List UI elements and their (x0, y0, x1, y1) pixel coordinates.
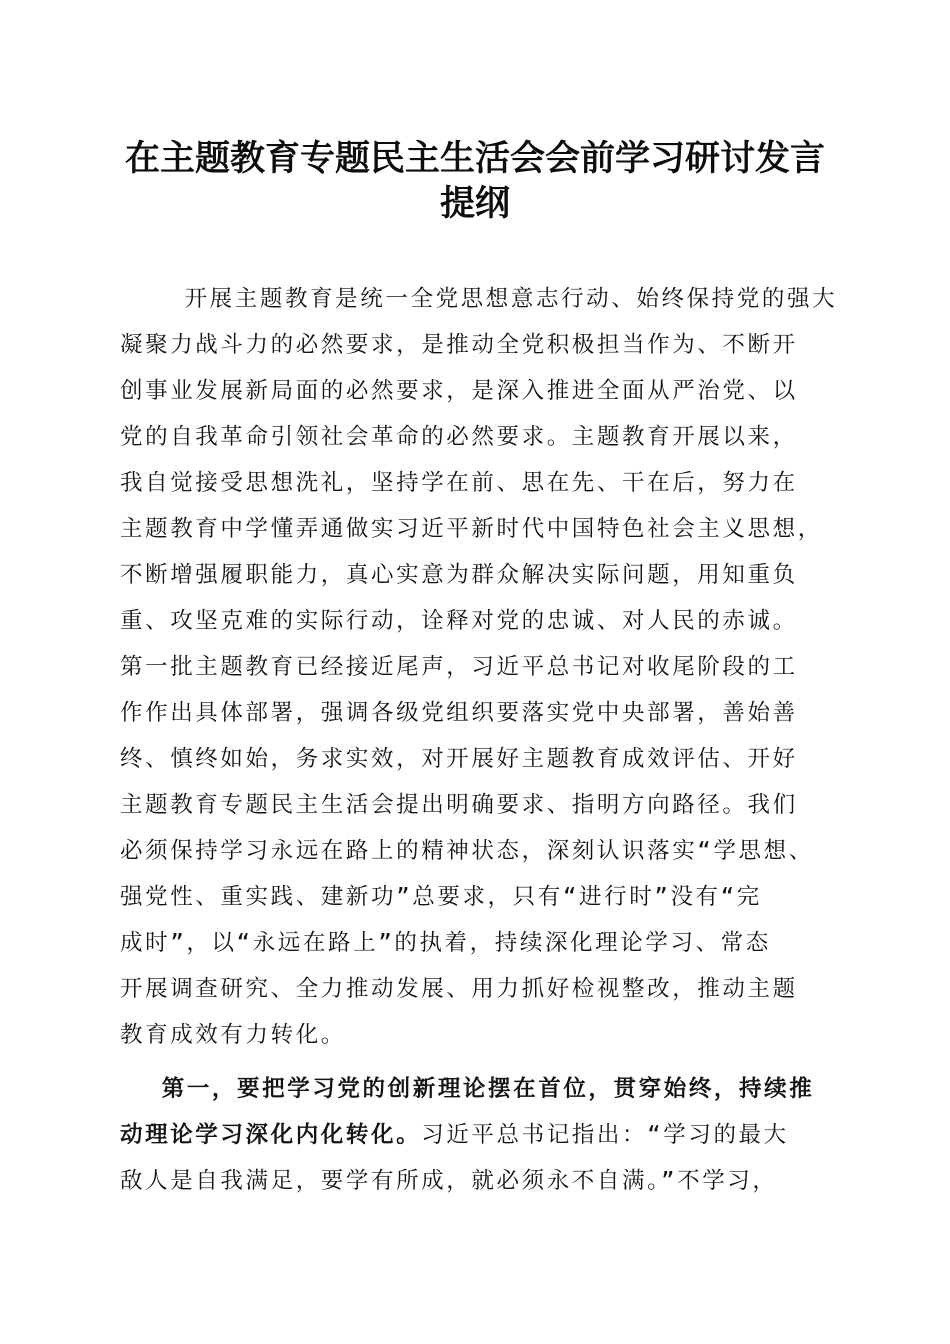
text-line: 强党性、重实践、建新功”总要求，只有“进行时”没有“完 (120, 884, 762, 910)
text-line: 不断增强履职能力，真心实意为群众解决实际问题，用知重负 (120, 562, 798, 588)
document-title (100, 136, 850, 226)
text-line: 党的自我革命引领社会革命的必然要求。主题教育开展以来， (120, 424, 798, 450)
text-line: 第一批主题教育已经接近尾声，习近平总书记对收尾阶段的工 (120, 654, 798, 680)
text-line: 开展调查研究、全力推动发展、用力抓好检视整改，推动主题 (120, 976, 798, 1002)
text-line: 敌人是自我满足，要学有所成，就必须永不自满。”不学习， (120, 1168, 778, 1194)
text-line: 主题教育中学懂弄通做实习近平新时代中国特色社会主义思想， (120, 516, 823, 542)
text-line: 凝聚力战斗力的必然要求，是推动全党积极担当作为、不断开 (120, 332, 798, 358)
text-line: 终、慎终如始，务求实效，对开展好主题教育成效评估、开好 (120, 746, 798, 772)
paragraph-intro (120, 276, 840, 1058)
paragraph-gap (120, 1058, 840, 1066)
text-line: 创事业发展新局面的必然要求，是深入推进全面从严治党、以 (120, 378, 798, 404)
text-line: 主题教育专题民主生活会提出明确要求、指明方向路径。我们 (120, 792, 798, 818)
text-line: 开展主题教育是统一全党思想意志行动、始终保持党的强大 (120, 286, 838, 312)
title-line-1: 在主题教育专题民主生活会会前学习研讨发言 (124, 138, 825, 179)
section-heading-tail: 动理论学习深化内化转化。 (120, 1122, 422, 1148)
text-line: 必须保持学习永远在路上的精神状态，深刻认识落实“学思想、 (120, 838, 814, 864)
paragraph-first-point (120, 1066, 840, 1204)
text-line: 作作出具体部署，强调各级党组织要落实党中央部署，善始善 (120, 700, 798, 726)
text-line: 成时”，以“永远在路上”的执着，持续深化理论学习、常态 (120, 930, 771, 956)
text-line: 教育成效有力转化。 (120, 1022, 346, 1048)
text-line: 我自觉接受思想洗礼，坚持学在前、思在先、干在后，努力在 (120, 470, 798, 496)
text-line (120, 1112, 840, 1158)
title-line-2: 提纲 (439, 183, 510, 224)
section-heading-line: 第一，要把学习党的创新理论摆在首位，贯穿始终，持续推 (120, 1076, 815, 1102)
text-segment: 习近平总书记指出：“学习的最大 (421, 1122, 789, 1148)
document-body (120, 276, 840, 1204)
text-line: 重、攻坚克难的实际行动，诠释对党的忠诚、对人民的赤诚。 (120, 608, 798, 634)
